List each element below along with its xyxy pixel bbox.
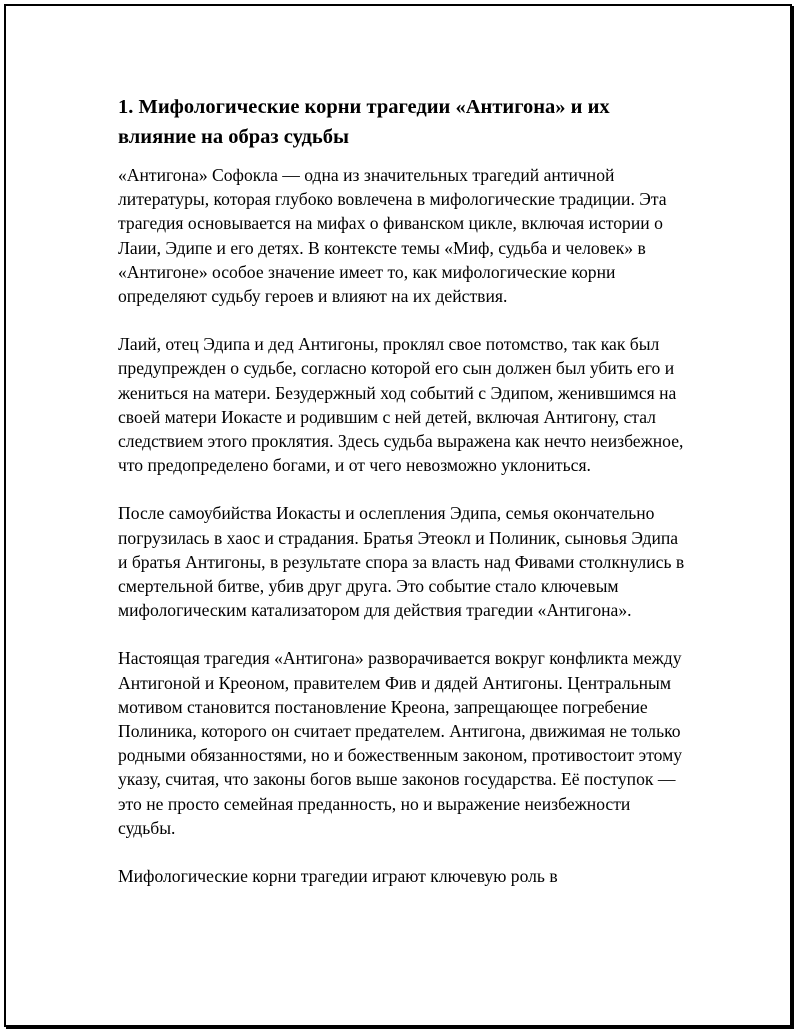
section-heading: 1. Мифологические корни трагедии «Антигона» и их влияние на образ судьбы bbox=[118, 96, 610, 148]
paragraph-intro: «Антигона» Софокла — одна из значительных трагедий античной литературы, которая глубоко вовлечена в мифологические традиции. Эта трагедия основывается на мифах о фиванском цикле, включая истории о Лаии, Эдипе и его детях. В контексте темы «Миф, судьба и человек» в «Антигоне» особое значение имеет то, как мифологические корни определяют судьбу героев и влияют на их действия. bbox=[118, 165, 667, 307]
paragraph-laius: Лаий, отец Эдипа и дед Антигоны, проклял свое потомство, так как был предупрежден о судьбе, согласно которой его сын должен был убить его и жениться на матери. Безудержный ход событий с Эдипом, женившимся на своей матери Иокасте и родившим с ней детей, включая Антигону, стал следствием этого проклятия. Здесь судьба выражена как нечто неизбежное, что предопределено богами, и от чего невозможно уклониться. bbox=[118, 334, 684, 476]
document-body bbox=[118, 92, 688, 912]
paragraph-conflict: Настоящая трагедия «Антигона» разворачивается вокруг конфликта между Антигоной и Креоном, правителем Фив и дядей Антигоны. Центральным мотивом становится постановление Креона, запрещающее погребение Полиника, которого он считает предателем. Антигона, движимая не только родными обязанностями, но и божественным законом, противостоит этому указу, считая, что законы богов выше законов государства. Её поступок — это не просто семейная преданность, но и выражение неизбежности судьбы. bbox=[118, 648, 683, 838]
paragraph-roots: Мифологические корни трагедии играют ключевую роль в bbox=[118, 866, 558, 887]
paragraph-brothers: После самоубийства Иокасты и ослепления Эдипа, семья окончательно погрузилась в хаос и страдания. Братья Этеокл и Полиник, сыновья Эдипа и братья Антигоны, в результате спора за власть над Фивами столкнулись в смертельной битве, убив друг друга. Это событие стало ключевым мифологическим катализатором для действия трагедии «Антигона». bbox=[118, 503, 685, 621]
